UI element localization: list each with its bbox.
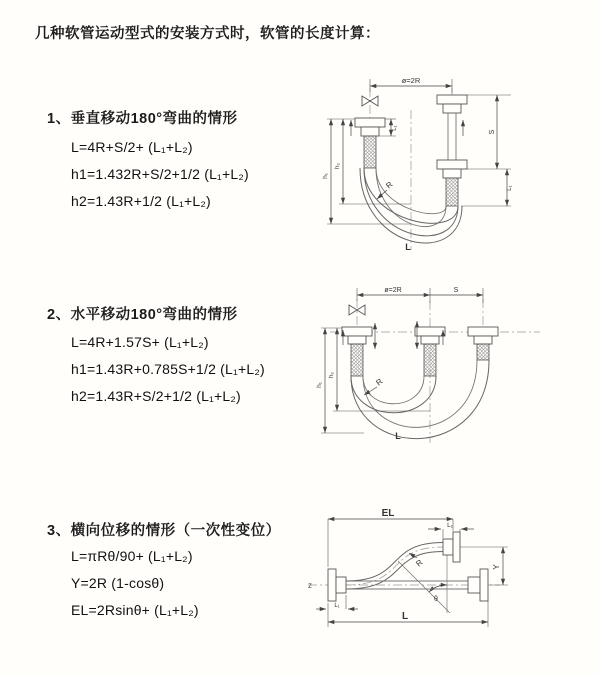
d2-dim-top-label: ø=2R [384, 287, 402, 294]
formula-line: L=πRθ/90+ (L₁+L₂) [71, 548, 193, 564]
section-3-heading: 3、横向位移的情形（一次性变位） [47, 523, 281, 539]
d2-dim-h1-label: h₁ [316, 382, 323, 388]
d3-construction-lines [398, 555, 450, 613]
d3-theta-label: θ [434, 596, 438, 603]
d1-dim-l1-label: L₁ [392, 125, 398, 131]
d1-dim-h1-label: h₁ [322, 173, 329, 179]
d2-dim-h2-label: h₂ [328, 371, 335, 379]
d3-dimensions [316, 508, 508, 627]
formula-line: Y=2R (1-cosθ) [71, 575, 165, 591]
d1-dim-h2-label: h₂ [334, 162, 341, 170]
formula-line: L=4R+1.57S+ (L₁+L₂) [71, 334, 209, 350]
section-1-heading: 1、垂直移动180°弯曲的情形 [47, 111, 238, 127]
diagram-lateral-displacement [300, 505, 585, 645]
section-2-heading: 2、水平移动180°弯曲的情形 [47, 307, 238, 323]
d1-left-flange [355, 118, 385, 168]
formula-line: h2=1.43R+1/2 (L₁+L₂) [71, 193, 211, 209]
d1-right-pipe [437, 95, 467, 206]
d2-dim-s-label: S [453, 287, 459, 294]
formula-line: h1=1.43R+0.785S+1/2 (L₁+L₂) [71, 361, 265, 377]
d1-label-r: R [384, 179, 395, 191]
d1-dim-s-label: S [489, 129, 496, 135]
d2-right-flange [468, 327, 498, 360]
d3-dim-l1-top-label: L₁ [447, 522, 453, 529]
d2-left-flange [342, 327, 372, 376]
d3-s-hose [346, 532, 460, 589]
d1-label-l: L [405, 242, 411, 252]
d3-dim-l1-left-label: L₁ [334, 603, 340, 609]
d2-label-l: L [395, 431, 401, 441]
formula-line: h1=1.432R+S/2+1/2 (L₁+L₂) [71, 166, 249, 182]
d2-middle-flange [415, 327, 445, 376]
valve-icon [362, 96, 378, 106]
d3-dim-y-label: Y [492, 564, 501, 570]
d1-dim-l1r-label: L₁ [507, 185, 513, 191]
d1-dim-top-label: ø=2R [401, 76, 421, 85]
formula-line: h2=1.43R+S/2+1/2 (L₁+L₂) [71, 388, 241, 404]
d2-hose-arcs [351, 360, 489, 439]
d2-label-r: R [374, 376, 385, 388]
d2-dimensions [316, 287, 483, 441]
d3-label-r: R [414, 557, 425, 569]
d3-z-mark: Z [308, 584, 312, 590]
diagram-horizontal-180-bend [312, 283, 557, 453]
d3-dim-el-label: EL [381, 508, 395, 519]
d3-dim-l-label: L [401, 611, 409, 622]
formula-line: EL=2Rsinθ+ (L₁+L₂) [71, 602, 199, 618]
diagram-vertical-180-bend [315, 72, 530, 262]
formula-line: L=4R+S/2+ (L₁+L₂) [71, 139, 193, 155]
page-title: 几种软管运动型式的安装方式时，软管的长度计算： [35, 26, 380, 42]
